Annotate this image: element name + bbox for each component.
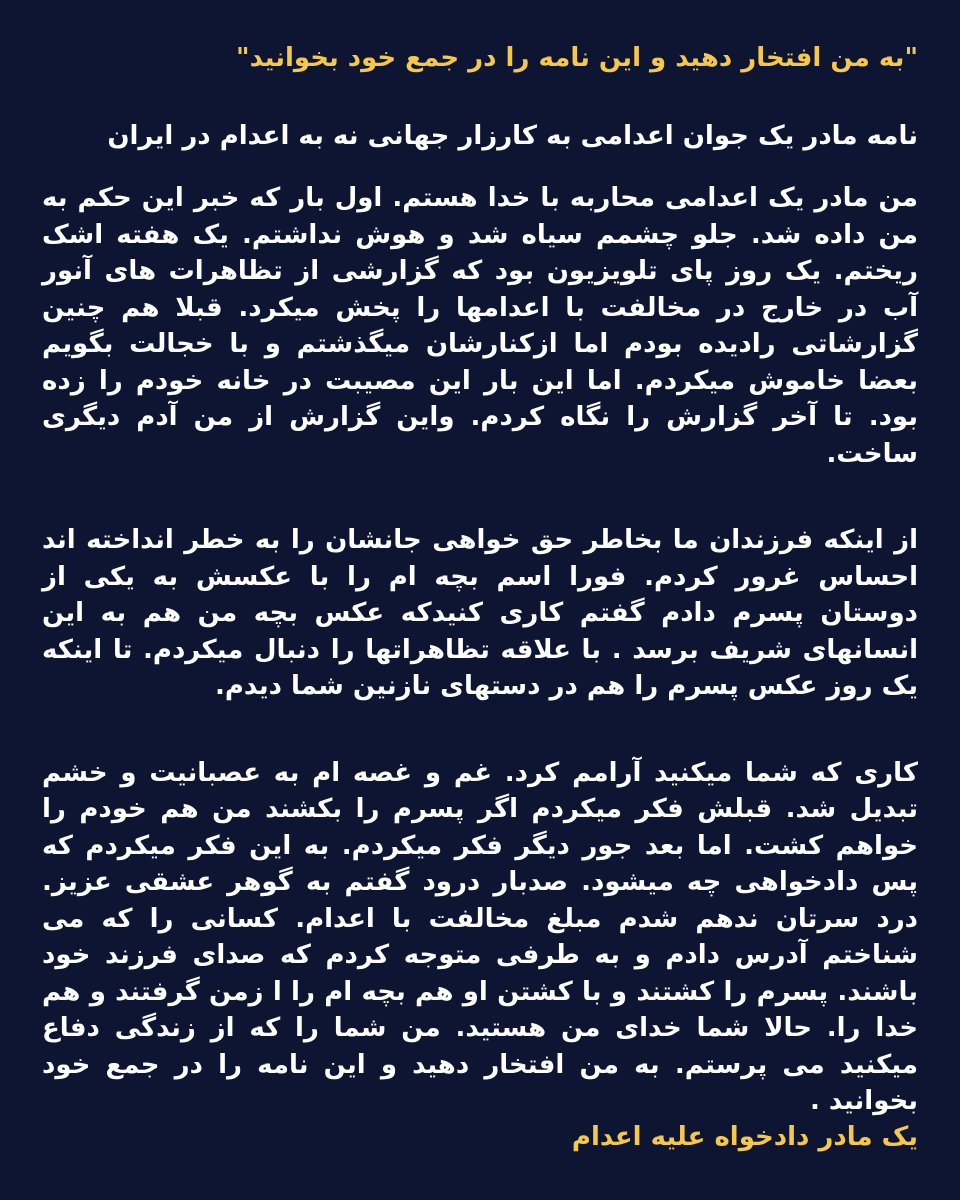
headline-quote: "به من افتخار دهید و این نامه را در جمع خود بخوانید" [236,43,918,73]
letter-body [42,180,918,1120]
signature: یک مادر دادخواه علیه اعدام [571,1122,918,1152]
letter-subtitle: نامه مادر یک جوان اعدامی به کارزار جهانی نه به اعدام در ایران [107,121,918,151]
letter-paragraph-2: از اینکه فرزندان ما بخاطر حق خواهی جانشان را به خطر انداخته اند احساس غرور کردم. فورا اسم بچه ام را با عکسش به یکی از دوستان پسرم دادم گفتم کاری کنیدکه عکس بچه من هم به این انسانهای شریف برسد . با علاقه تظاهراتها را دنبال میکردم. تا اینکه یک روز عکس پسرم را هم در دستهای نازنین شما دیدم. [42,525,918,701]
letter-paragraph-3: کاری که شما میکنید آرامم کرد. غم و غصه ام به عصبانیت و خشم تبدیل شد. قبلش فکر میکردم اگر پسرم را بکشند من هم خودم را خواهم کشت. اما بعد جور دیگر فکر میکردم. به این فکر میکردم که پس دادخواهی چه میشود. صدبار درود گفتم به گوهر عشقی عزیز. درد سرتان ندهم شدم مبلغ مخالفت با اعدام. کسانی را که می شناختم آدرس دادم و به طرفی متوجه کردم که صدای فرزند خود باشند. پسرم را کشتند و با کشتن او هم بچه ام را ا زمن گرفتند و هم خدا را. حالا شما خدای من هستید. من شما را که از زندگی دفاع میکنید می پرستم. به من افتخار دهید و این نامه را در جمع خود بخوانید . [42,757,918,1116]
letter-paragraph-1: من مادر یک اعدامی محاربه با خدا هستم. اول بار که خبر این حکم به من داده شد. جلو چشمم سیاه شد و هوش نداشتم. یک هفته اشک ریختم. یک روز پای تلویزیون بود که گزارشی از تظاهرات های آنور آب در خارج در مخالفت با اعدامها را پخش میکرد. قبلا هم چنین گزارشاتی رادیده بودم اما ازکنارشان میگذشتم و با خجالت بگویم بعضا خاموش میکردم. اما این بار این مصیبت در خانه خودم را زده بود. تا آخر گزارش را نگاه کردم. واین گزارش از من آدم دیگری ساخت. [42,183,918,469]
